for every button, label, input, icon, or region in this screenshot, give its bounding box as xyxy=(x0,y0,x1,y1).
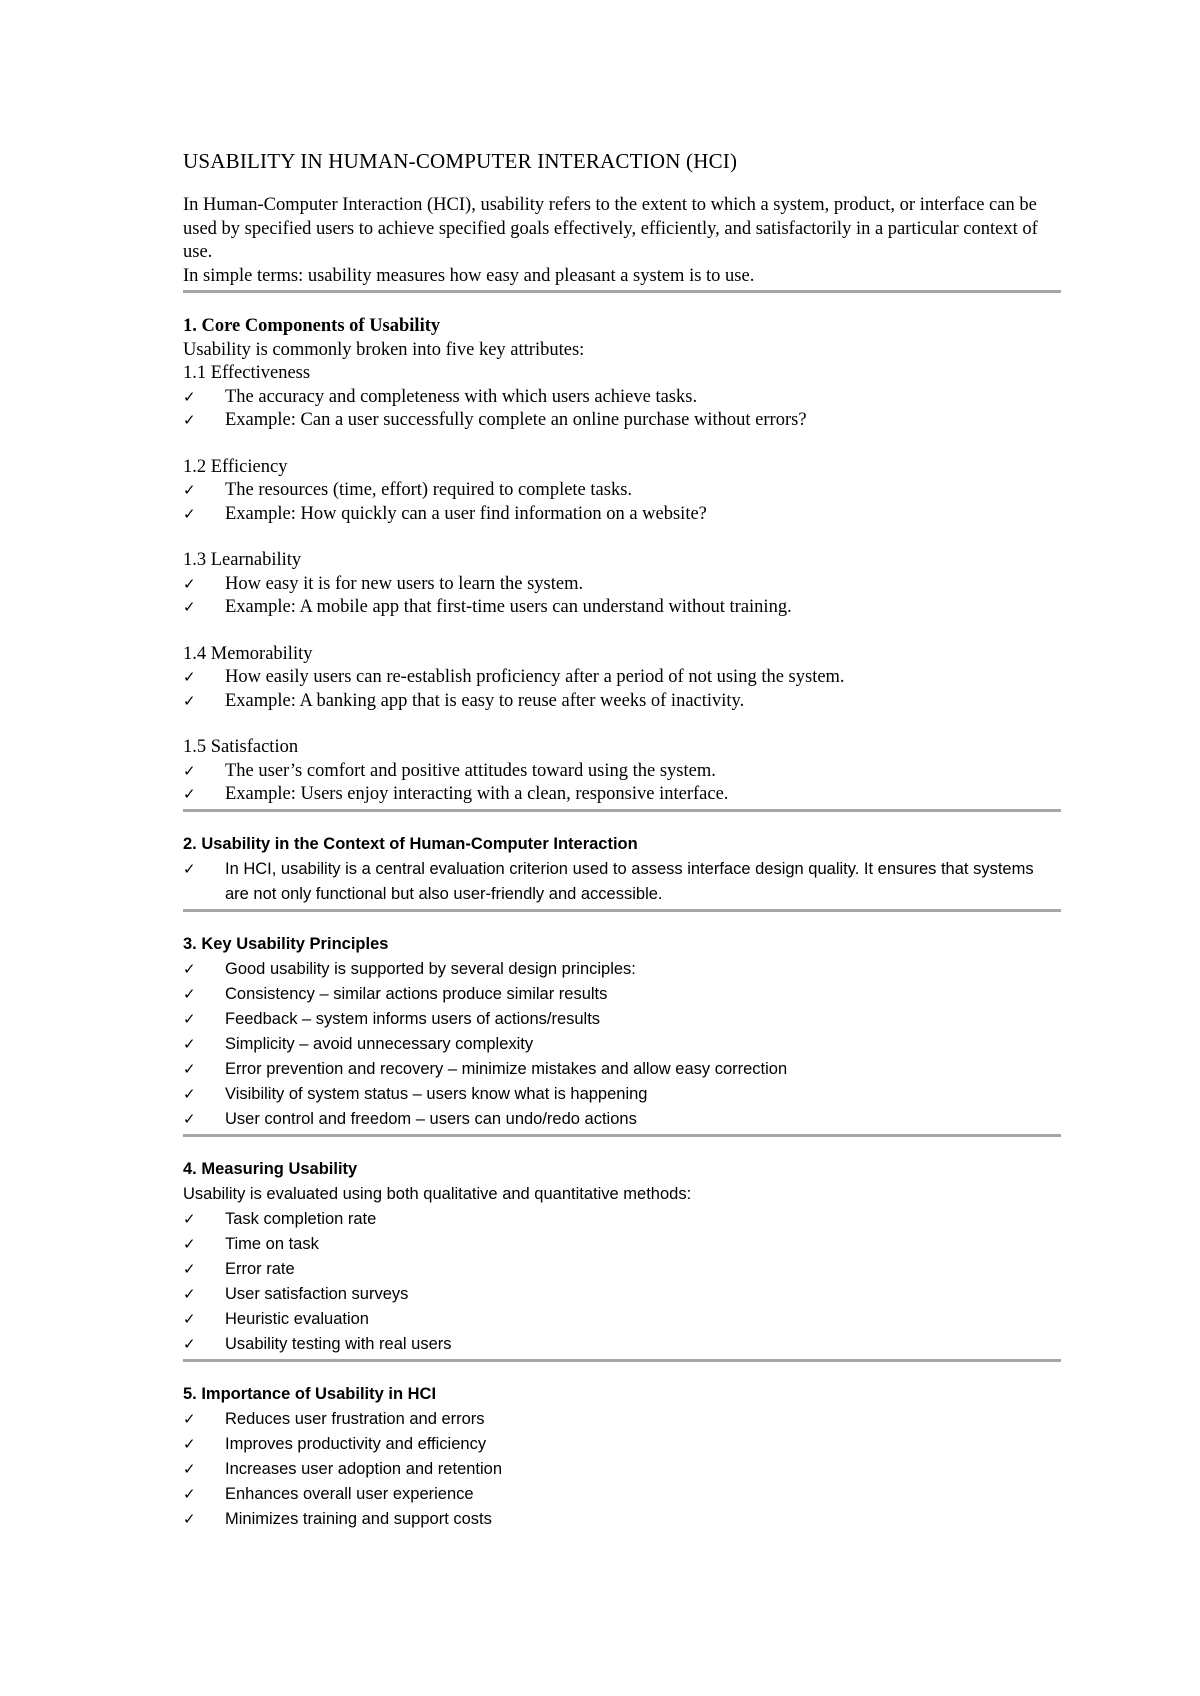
check-icon: ✓ xyxy=(183,984,196,1003)
list-item: ✓ The user’s comfort and positive attitudes toward using the system. xyxy=(183,760,1061,784)
section-key-principles xyxy=(183,932,1061,1132)
list-item: ✓ Example: A mobile app that first-time users can understand without training. xyxy=(183,596,1061,620)
section-divider xyxy=(183,290,1061,293)
check-icon: ✓ xyxy=(183,785,196,803)
section-divider xyxy=(183,1359,1061,1362)
check-icon: ✓ xyxy=(183,1084,196,1103)
check-icon: ✓ xyxy=(183,574,196,593)
list-item: ✓ Feedback – system informs users of actions/results xyxy=(183,1007,1061,1032)
check-icon: ✓ xyxy=(183,859,196,878)
list-item: ✓ Improves productivity and efficiency xyxy=(183,1432,1061,1457)
check-icon: ✓ xyxy=(183,598,196,616)
document-title: USABILITY IN HUMAN-COMPUTER INTERACTION (HCI) xyxy=(183,149,738,173)
subsection-heading: 1.5 Satisfaction xyxy=(183,737,299,757)
check-icon: ✓ xyxy=(183,1409,196,1428)
check-icon: ✓ xyxy=(183,668,196,686)
section-heading: 3. Key Usability Principles xyxy=(183,934,389,953)
subsection-efficiency xyxy=(183,456,1061,527)
check-icon: ✓ xyxy=(183,691,196,710)
section-hci-context xyxy=(183,832,1061,907)
list-item: ✓ Error prevention and recovery – minimize mistakes and allow easy correction xyxy=(183,1057,1061,1082)
section-heading: 1. Core Components of Usability xyxy=(183,316,441,336)
check-icon: ✓ xyxy=(183,1109,196,1128)
section-divider xyxy=(183,909,1061,912)
list-item: ✓ How easily users can re-establish proficiency after a period of not using the system. xyxy=(183,666,1061,690)
subsection-heading: 1.1 Effectiveness xyxy=(183,363,311,383)
subsection-heading: 1.3 Learnability xyxy=(183,550,302,570)
check-icon: ✓ xyxy=(183,959,196,978)
list-item: ✓ User control and freedom – users can undo/redo actions xyxy=(183,1107,1061,1132)
list-item: ✓ Example: Can a user successfully complete an online purchase without errors? xyxy=(183,409,1061,433)
list-item: ✓ In HCI, usability is a central evaluation criterion used to assess interface design quality. It ensures that systems are not only functional but also user-friendly and accessible. xyxy=(183,857,1061,907)
list-item: ✓ The resources (time, effort) required to complete tasks. xyxy=(183,479,1061,503)
list-item: ✓ Time on task xyxy=(183,1232,1061,1257)
subsection-learnability xyxy=(183,549,1061,620)
section-divider xyxy=(183,1134,1061,1137)
check-icon: ✓ xyxy=(183,411,196,429)
check-icon: ✓ xyxy=(183,1234,196,1253)
check-icon: ✓ xyxy=(183,1459,196,1478)
section-lead: Usability is evaluated using both qualitative and quantitative methods: xyxy=(183,1184,692,1203)
list-item: ✓ Visibility of system status – users know what is happening xyxy=(183,1082,1061,1107)
section-heading: 5. Importance of Usability in HCI xyxy=(183,1384,437,1403)
list-item: ✓ Enhances overall user experience xyxy=(183,1482,1061,1507)
check-icon: ✓ xyxy=(183,761,196,780)
list-item: ✓ Example: A banking app that is easy to reuse after weeks of inactivity. xyxy=(183,690,1061,714)
subsection-heading: 1.2 Efficiency xyxy=(183,456,288,477)
list-item: ✓ Task completion rate xyxy=(183,1207,1061,1232)
section-importance xyxy=(183,1382,1061,1532)
check-icon: ✓ xyxy=(183,481,196,499)
document-page xyxy=(183,148,1061,1532)
check-icon: ✓ xyxy=(183,504,196,523)
list-item: ✓ Example: Users enjoy interacting with a clean, responsive interface. xyxy=(183,783,1061,807)
subsection-effectiveness xyxy=(183,362,1061,433)
check-icon: ✓ xyxy=(183,1434,196,1453)
subsection-heading: 1.4 Memorability xyxy=(183,643,313,664)
section-lead: Usability is commonly broken into five key attributes: xyxy=(183,339,585,360)
check-icon: ✓ xyxy=(183,1484,196,1503)
check-icon: ✓ xyxy=(183,1209,196,1228)
list-item: ✓ Increases user adoption and retention xyxy=(183,1457,1061,1482)
check-icon: ✓ xyxy=(183,1059,196,1078)
list-item: ✓ Example: How quickly can a user find information on a website? xyxy=(183,503,1061,527)
section-divider xyxy=(183,809,1061,812)
check-icon: ✓ xyxy=(183,1309,196,1328)
list-item: ✓ User satisfaction surveys xyxy=(183,1282,1061,1307)
intro-section xyxy=(183,194,1061,288)
list-item: ✓ How easy it is for new users to learn the system. xyxy=(183,573,1061,597)
section-heading: 4. Measuring Usability xyxy=(183,1159,358,1178)
list-item: ✓ Heuristic evaluation xyxy=(183,1307,1061,1332)
section-heading: 2. Usability in the Context of Human-Computer Interaction xyxy=(183,834,638,853)
list-item: ✓ Usability testing with real users xyxy=(183,1332,1061,1357)
subsection-satisfaction xyxy=(183,736,1061,807)
check-icon: ✓ xyxy=(183,1284,196,1303)
check-icon: ✓ xyxy=(183,1509,196,1528)
check-icon: ✓ xyxy=(183,1009,196,1028)
list-item: ✓ The accuracy and completeness with which users achieve tasks. xyxy=(183,386,1061,410)
check-icon: ✓ xyxy=(183,387,196,406)
list-item: ✓ Consistency – similar actions produce similar results xyxy=(183,982,1061,1007)
check-icon: ✓ xyxy=(183,1034,196,1053)
list-item: ✓ Error rate xyxy=(183,1257,1061,1282)
list-item: ✓ Reduces user frustration and errors xyxy=(183,1407,1061,1432)
check-icon: ✓ xyxy=(183,1259,196,1278)
check-icon: ✓ xyxy=(183,1334,196,1353)
subsection-memorability xyxy=(183,643,1061,714)
section-measuring-usability xyxy=(183,1157,1061,1357)
section-core-components xyxy=(183,315,1061,807)
list-item: ✓ Simplicity – avoid unnecessary complexity xyxy=(183,1032,1061,1057)
intro-paragraph: In Human-Computer Interaction (HCI), usability refers to the extent to which a system, product, or interface can be used by specified users to achieve specified goals effectively, efficiently, and satisfactorily in a particular context of use. xyxy=(183,195,1038,262)
list-item: ✓ Good usability is supported by several design principles: xyxy=(183,957,1061,982)
list-item: ✓ Minimizes training and support costs xyxy=(183,1507,1061,1532)
intro-simple-terms: In simple terms: usability measures how easy and pleasant a system is to use. xyxy=(183,265,755,286)
